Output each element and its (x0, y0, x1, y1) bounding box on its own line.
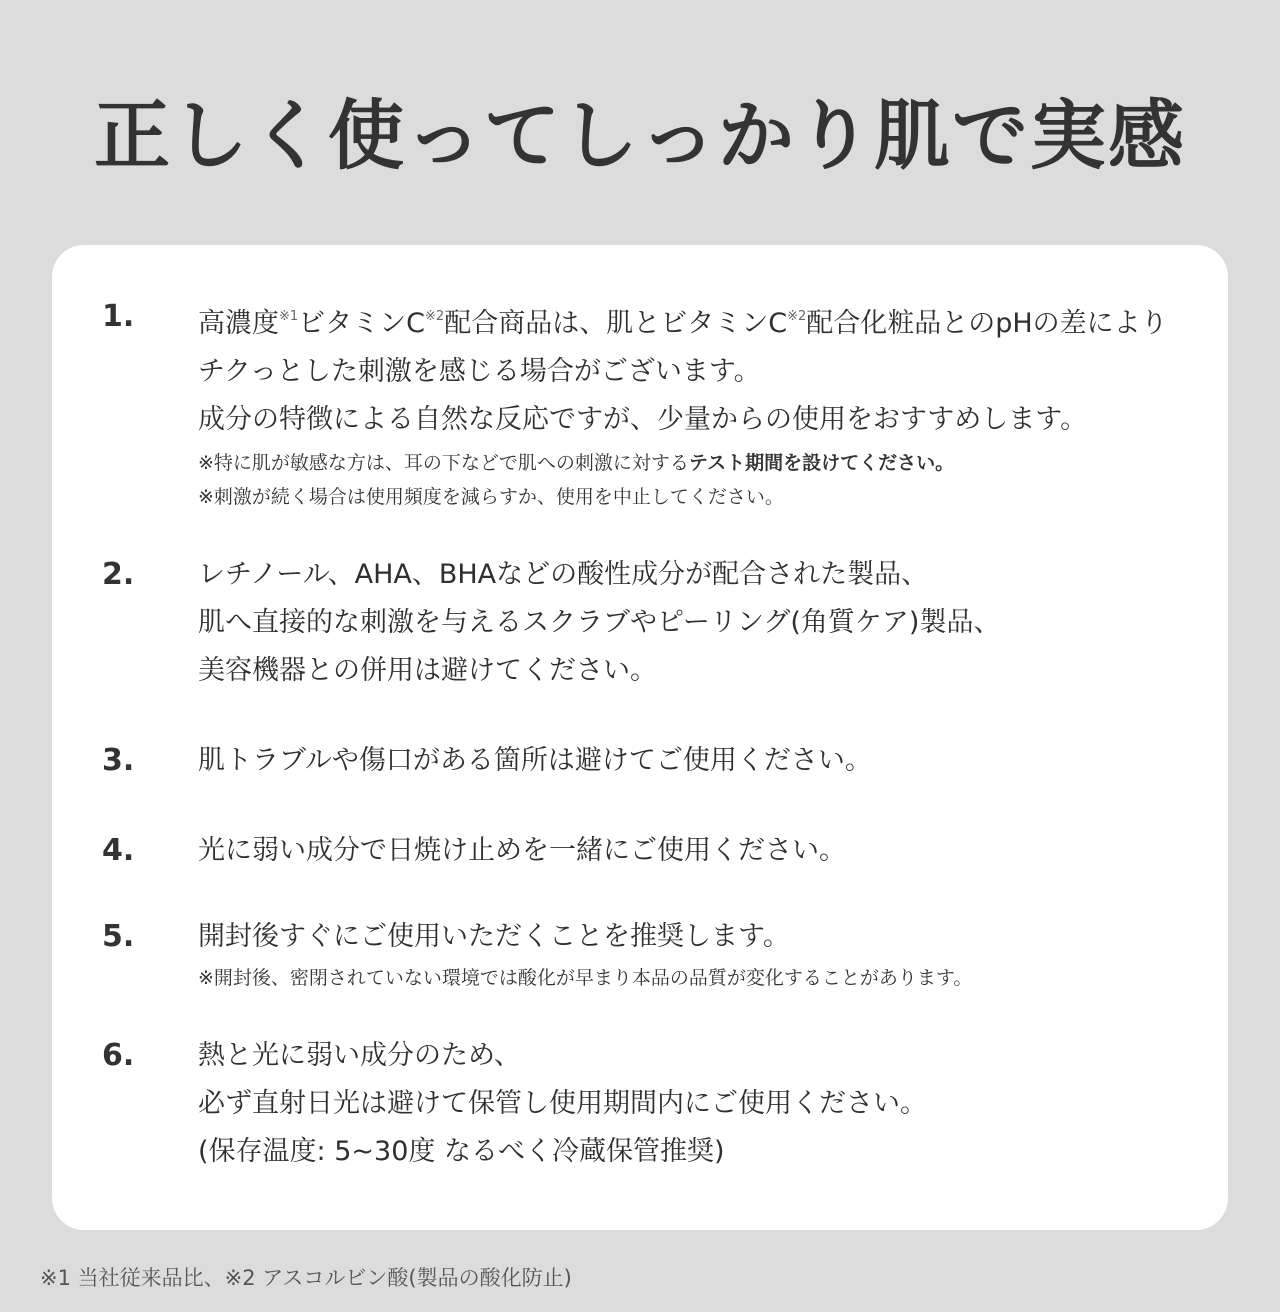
item-line: (保存温度: 5~30度 なるべく冷蔵保管推奨) (198, 1136, 725, 1167)
item-line: 美容機器との併用は避けてください。 (198, 655, 657, 686)
item-note: ※開封後、密閉されていない環境では酸化が早まり本品の品質が変化することがあります。 (198, 967, 973, 989)
item-line: 必ず直射日光は避けて保管し使用期間内にご使用ください。 (198, 1088, 927, 1119)
item-line: 熱と光に弱い成分のため、 (198, 1040, 521, 1071)
item-line: 光に弱い成分で日焼け止めを一緒にご使用ください。 (198, 835, 846, 866)
footnote-marker: ※1 (279, 309, 299, 324)
item-number: 1. (102, 299, 135, 334)
item-number: 2. (102, 557, 135, 592)
footnote: ※1 当社従来品比、※2 アスコルビン酸(製品の酸化防止) (40, 1266, 572, 1290)
item-note: ※刺激が続く場合は使用頻度を減らすか、使用を中止してください。 (198, 486, 784, 508)
item-line: 肌トラブルや傷口がある箇所は避けてご使用ください。 (198, 745, 872, 776)
item-line: 高濃度$^{※1}$ビタミン$C^{※2}$配合商品は、肌とビタミン$C^{※2}$配合化粧品とのpHの差により (198, 308, 1168, 339)
item-line: 肌へ直接的な刺激を与えるスクラブやピーリング(角質ケア)製品、 (198, 607, 1001, 638)
item-note: ※特に肌が敏感な方は、耳の下などで肌への刺激に対するテスト期間を設けてください。 (198, 452, 955, 474)
item-number: 3. (102, 743, 135, 778)
footnote-marker: ※2 (425, 309, 445, 324)
item-number: 6. (102, 1038, 135, 1073)
footnote-marker: ※2 (787, 309, 807, 324)
precautions-card (52, 245, 1228, 1230)
page-title: 正しく使ってしっかり肌で実感 (94, 91, 1186, 180)
item-line: 成分の特徴による自然な反応ですが、少量からの使用をおすすめします。 (198, 404, 1088, 435)
item-number: 4. (102, 833, 135, 868)
item-number: 5. (102, 919, 135, 954)
item-line: レチノール、AHA、BHAなどの酸性成分が配合された製品、 (198, 559, 929, 590)
item-line: 開封後すぐにご使用いただくことを推奨します。 (198, 921, 790, 952)
item-line: チクっとした刺激を感じる場合がございます。 (198, 356, 761, 387)
